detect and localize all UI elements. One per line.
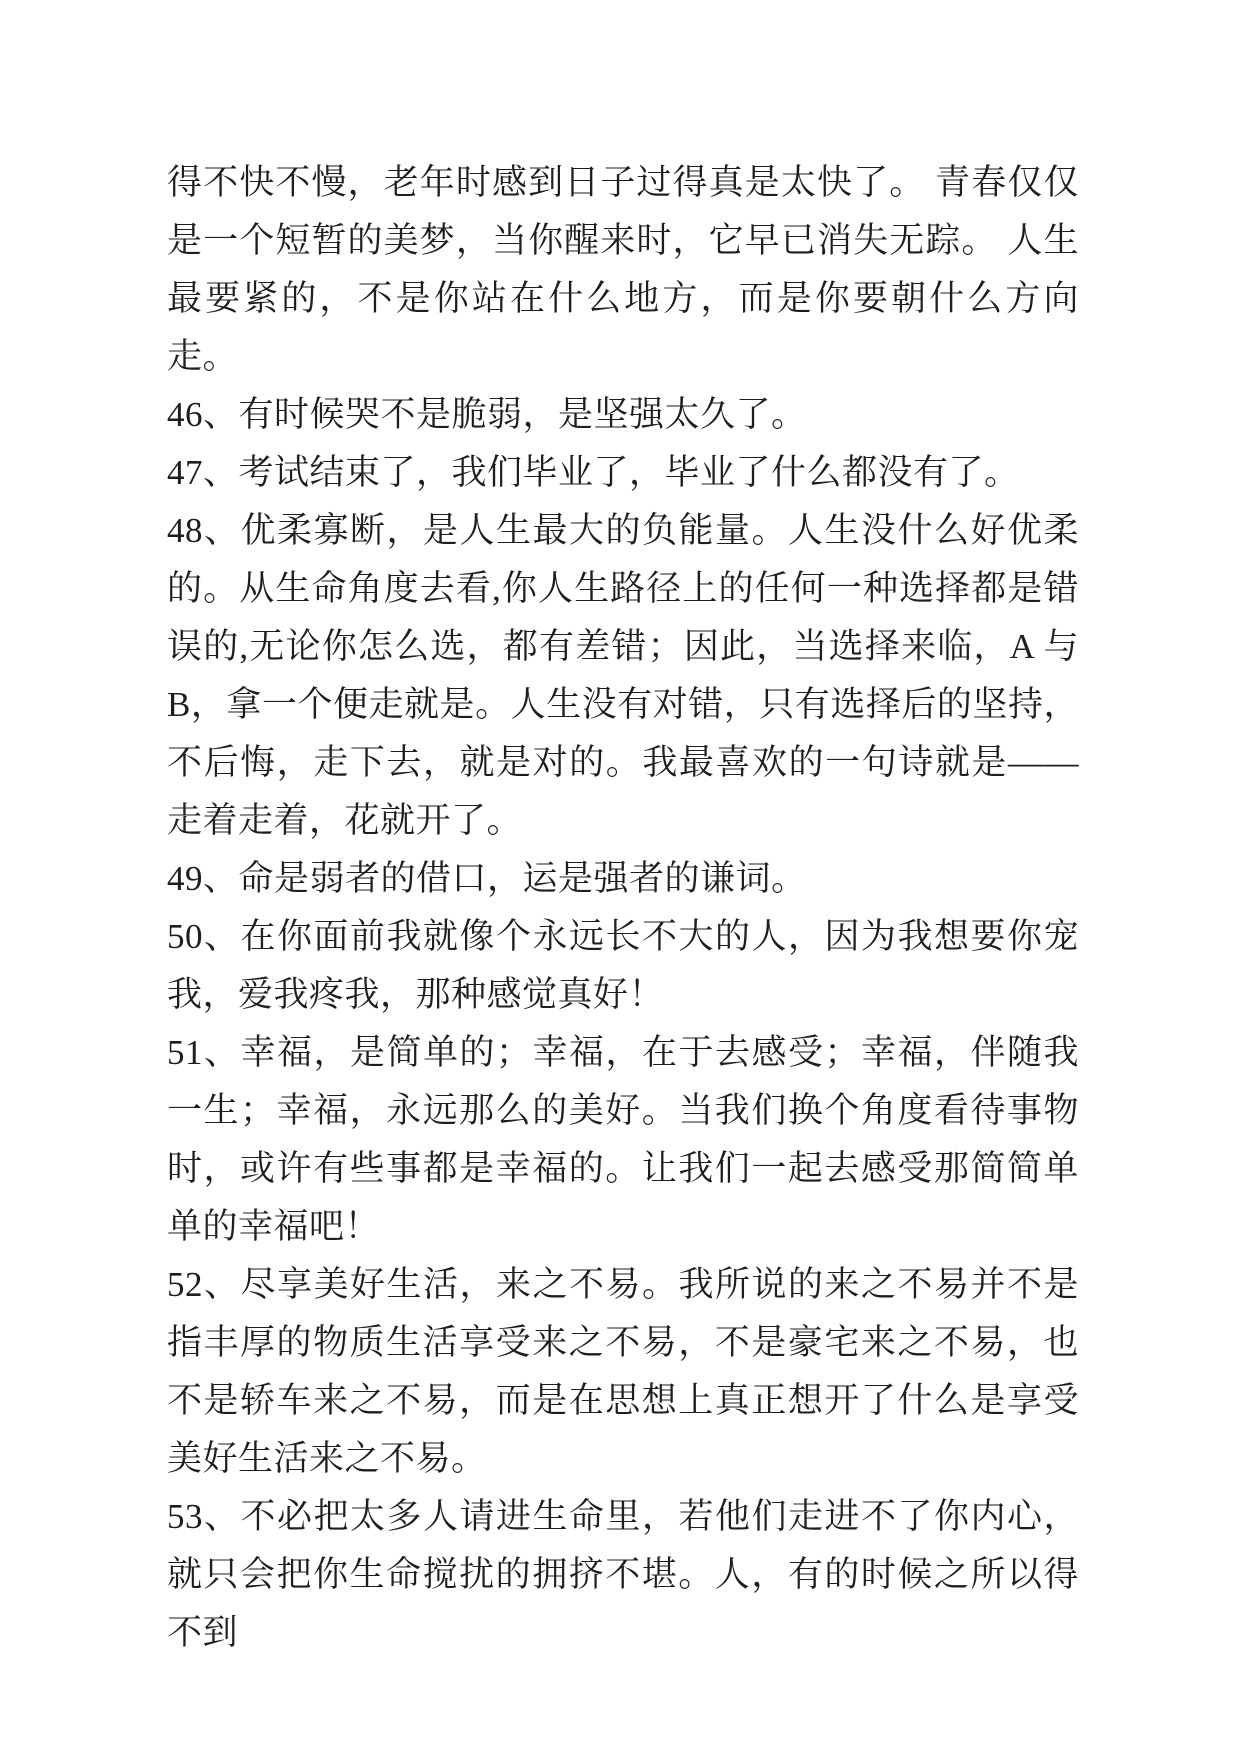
quotes-text-block [167, 154, 1079, 1662]
quote-item-50: 50、在你面前我就像个永远长不大的人，因为我想要你宠我，爱我疼我，那种感觉真好！ [167, 917, 1079, 1014]
paragraph-continuation: 得不快不慢，老年时感到日子过得真是太快了。 青春仅仅是一个短暂的美梦，当你醒来时，它早已消失无踪。 人生最要紧的，不是你站在什么地方，而是你要朝什么方向走。 [167, 163, 1079, 376]
quote-item-51: 51、幸福，是简单的；幸福，在于去感受；幸福，伴随我一生；幸福，永远那么的美好。当我们换个角度看待事物时，或许有些事都是幸福的。让我们一起去感受那简简单单的幸福吧！ [167, 1033, 1079, 1246]
quote-item-46: 46、有时候哭不是脆弱，是坚强太久了。 [167, 395, 807, 434]
quote-item-48: 48、优柔寡断，是人生最大的负能量。人生没什么好优柔的。从生命角度去看,你人生路径上的任何一种选择都是错误的,无论你怎么选，都有差错；因此，当选择来临，A 与 B，拿一个便走就是。人生没有对错，只有选择后的坚持，不后悔，走下去，就是对的。我最喜欢的一句诗就是——走着走着，花就开了。 [167, 511, 1079, 840]
quote-item-49: 49、命是弱者的借口，运是强者的谦词。 [167, 859, 807, 898]
quote-item-47: 47、考试结束了，我们毕业了，毕业了什么都没有了。 [167, 453, 1020, 492]
quote-item-52: 52、尽享美好生活，来之不易。我所说的来之不易并不是指丰厚的物质生活享受来之不易，不是豪宅来之不易，也不是轿车来之不易，而是在思想上真正想开了什么是享受美好生活来之不易。 [167, 1265, 1079, 1478]
quote-item-53: 53、不必把太多人请进生命里，若他们走进不了你内心，就只会把你生命搅扰的拥挤不堪。人，有的时候之所以得不到 [167, 1497, 1079, 1652]
